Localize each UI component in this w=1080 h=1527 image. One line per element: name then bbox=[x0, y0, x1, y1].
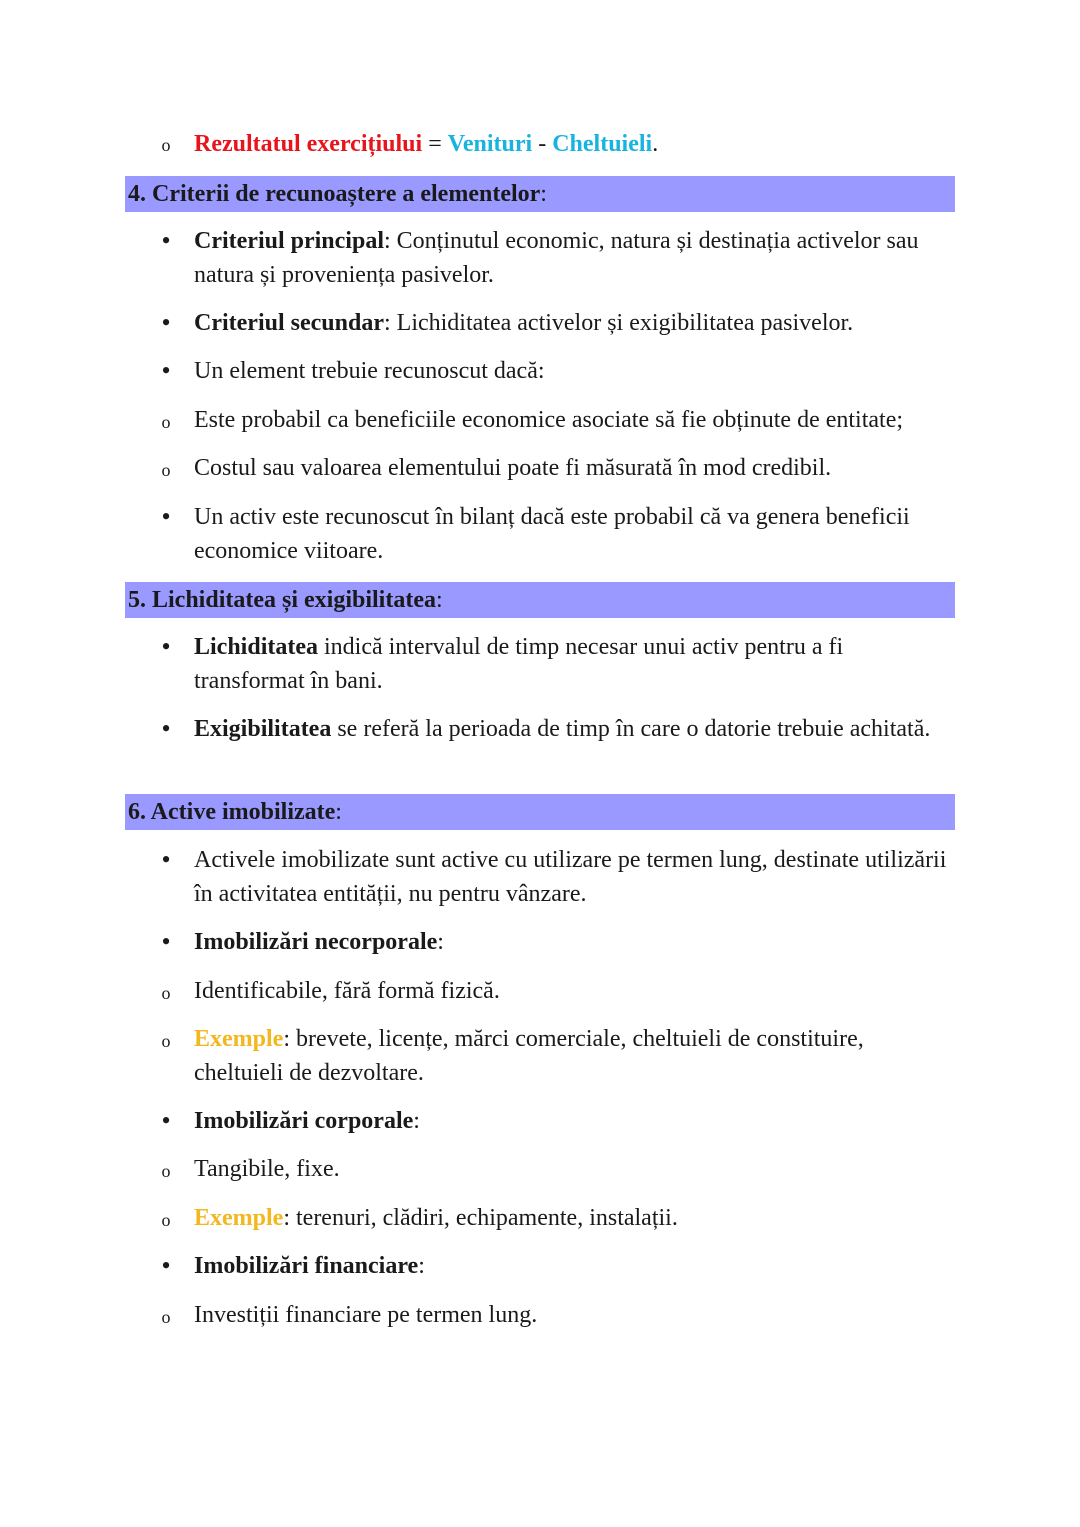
item-bold-term: Criteriul secundar bbox=[194, 310, 384, 336]
bullet-icon: • bbox=[161, 226, 171, 255]
formula-term-expenses: Cheltuieli bbox=[552, 131, 653, 157]
section-5-heading bbox=[125, 582, 955, 618]
section-5-colon: : bbox=[435, 587, 443, 613]
item-bold-term: Criteriul principal bbox=[194, 228, 384, 254]
list-item bbox=[194, 354, 959, 388]
circle-bullet-icon: o bbox=[161, 1161, 171, 1181]
item-text: Investiții financiare pe termen lung. bbox=[194, 1302, 538, 1328]
list-item bbox=[194, 974, 959, 1008]
bullet-icon: • bbox=[161, 1106, 171, 1135]
item-text: : bbox=[418, 1253, 425, 1279]
item-text: : Lichiditatea activelor și exigibilitatea pasivelor. bbox=[383, 310, 854, 336]
item-bold-term: Exigibilitatea bbox=[194, 716, 332, 742]
list-item bbox=[194, 712, 959, 746]
item-text: Este probabil ca beneficiile economice asociate să fie obținute de entitate; bbox=[194, 407, 904, 433]
item-text: : bbox=[437, 929, 444, 955]
bullet-icon: • bbox=[161, 502, 171, 531]
list-item bbox=[194, 1022, 959, 1090]
item-text: indică intervalul de timp necesar unui activ pentru a fi transformat în bani. bbox=[194, 634, 844, 694]
list-item bbox=[194, 843, 959, 911]
bullet-icon: • bbox=[161, 308, 171, 337]
list-item bbox=[194, 224, 959, 292]
list-item bbox=[194, 403, 959, 437]
formula-term-result: Rezultatul exercițiului bbox=[194, 131, 423, 157]
result-formula bbox=[194, 127, 959, 161]
item-text: Identificabile, fără formă fizică. bbox=[194, 978, 500, 1004]
item-text: Activele imobilizate sunt active cu utilizare pe termen lung, destinate utilizării în activitatea entității, nu pentru vânzare. bbox=[194, 847, 947, 907]
item-bold-term: Imobilizări corporale bbox=[194, 1108, 414, 1134]
circle-bullet-icon: o bbox=[161, 1307, 171, 1327]
item-text: : Conținutul economic, natura și destinația activelor sau natura și proveniența pasivelor. bbox=[194, 228, 919, 288]
circle-bullet-icon: o bbox=[161, 1031, 171, 1051]
section-6-colon: : bbox=[335, 799, 342, 825]
list-item bbox=[194, 306, 959, 340]
item-text: : brevete, licențe, mărci comerciale, cheltuieli de constituire, cheltuieli de dezvoltare. bbox=[194, 1026, 864, 1086]
bullet-icon: • bbox=[161, 927, 171, 956]
section-4-title: 4. Criterii de recunoaștere a elementelor bbox=[128, 181, 541, 207]
bullet-icon: • bbox=[161, 714, 171, 743]
section-6-title: 6. Active imobilizate bbox=[128, 799, 336, 825]
formula-end: . bbox=[652, 131, 659, 157]
bullet-icon: • bbox=[161, 845, 171, 874]
list-item bbox=[194, 1104, 959, 1138]
list-item bbox=[194, 1201, 959, 1235]
item-text: : bbox=[413, 1108, 420, 1134]
item-bold-term: Imobilizări financiare bbox=[194, 1253, 419, 1279]
section-6-heading bbox=[125, 794, 955, 830]
section-5-title: 5. Lichiditatea și exigibilitatea bbox=[128, 587, 436, 613]
list-item bbox=[194, 925, 959, 959]
circle-bullet-icon: o bbox=[161, 135, 171, 155]
section-4-heading bbox=[125, 176, 955, 212]
formula-term-revenue: Venituri bbox=[447, 131, 533, 157]
section-4-colon: : bbox=[540, 181, 547, 207]
formula-minus: - bbox=[532, 131, 553, 157]
list-item bbox=[194, 451, 959, 485]
bullet-icon: • bbox=[161, 632, 171, 661]
list-item bbox=[194, 1249, 959, 1283]
list-item bbox=[194, 1298, 959, 1332]
circle-bullet-icon: o bbox=[161, 983, 171, 1003]
item-text: : terenuri, clădiri, echipamente, instalații. bbox=[283, 1205, 678, 1231]
example-label: Exemple bbox=[194, 1026, 284, 1052]
circle-bullet-icon: o bbox=[161, 1210, 171, 1230]
circle-bullet-icon: o bbox=[161, 412, 171, 432]
item-bold-term: Lichiditatea bbox=[194, 634, 318, 660]
list-item bbox=[194, 500, 959, 568]
item-text: Un element trebuie recunoscut dacă: bbox=[194, 358, 545, 384]
item-text: Tangibile, fixe. bbox=[194, 1156, 340, 1182]
example-label: Exemple bbox=[194, 1205, 284, 1231]
formula-equals: = bbox=[422, 131, 448, 157]
bullet-icon: • bbox=[161, 356, 171, 385]
item-bold-term: Imobilizări necorporale bbox=[194, 929, 438, 955]
list-item bbox=[194, 630, 959, 698]
bullet-icon: • bbox=[161, 1251, 171, 1280]
item-text: Costul sau valoarea elementului poate fi măsurată în mod credibil. bbox=[194, 455, 832, 481]
circle-bullet-icon: o bbox=[161, 460, 171, 480]
item-text: se referă la perioada de timp în care o datorie trebuie achitată. bbox=[331, 716, 931, 742]
item-text: Un activ este recunoscut în bilanț dacă este probabil că va genera beneficii economice viitoare. bbox=[194, 504, 910, 564]
list-item bbox=[194, 1152, 959, 1186]
